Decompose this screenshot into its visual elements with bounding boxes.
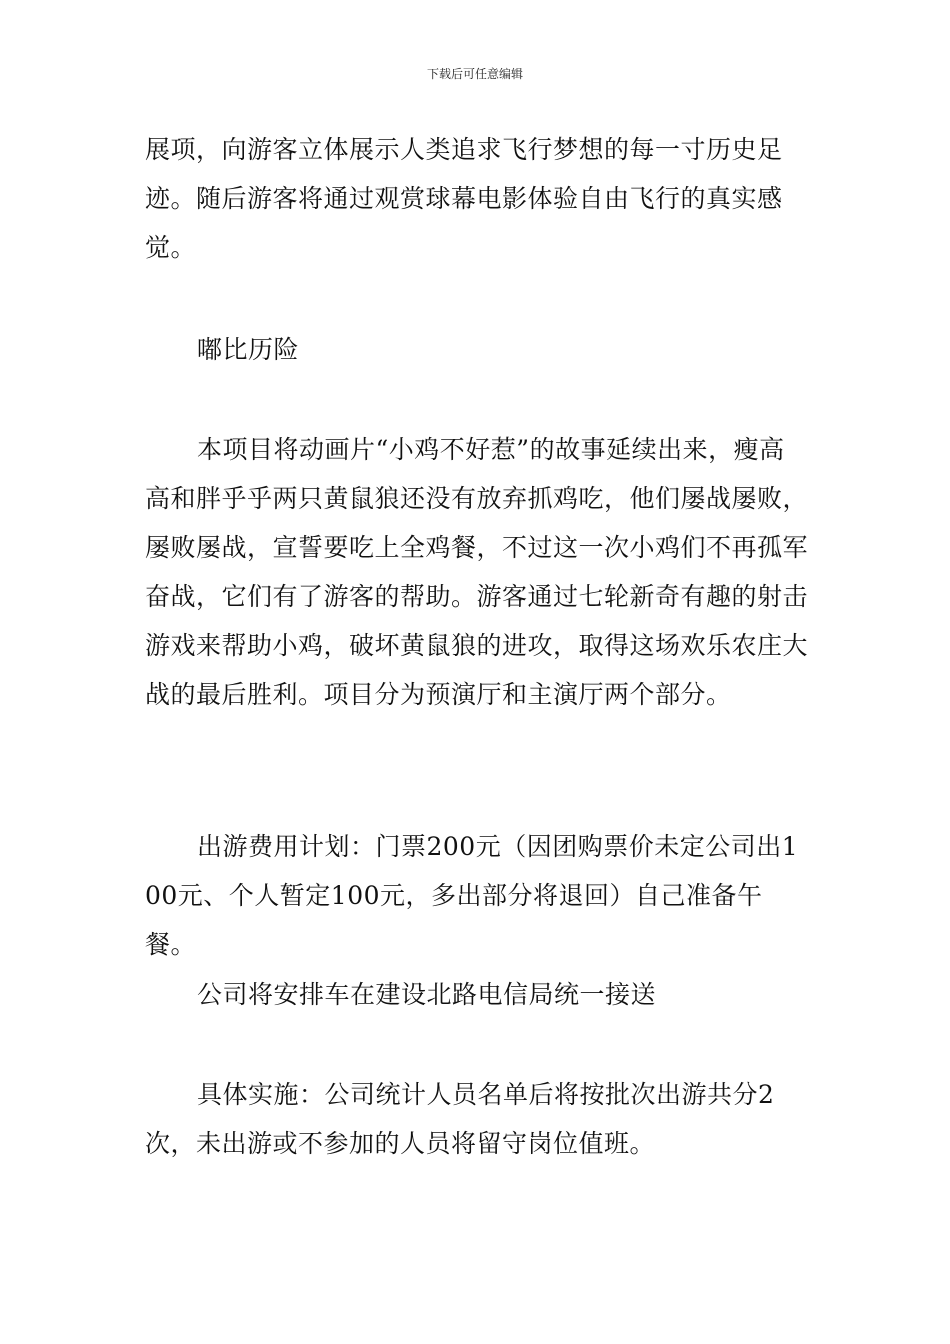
paragraph-text: 展项，向游客立体展示人类追求飞行梦想的每一寸历史足迹。随后游客将通过观赏球幕电影体验自由飞行的真实感觉。 bbox=[145, 135, 783, 262]
paragraph-transport bbox=[145, 970, 810, 1019]
paragraph-text: 公司将安排车在建设北路电信局统一接送 bbox=[197, 980, 657, 1009]
paragraph-project-description bbox=[145, 425, 810, 719]
paragraph-text: 本项目将动画片“小鸡不好惹”的故事延续出来，瘦高高和胖乎乎两只黄鼠狼还没有放弃抓鸡吃，他们屡战屡败，屡败屡战，宣誓要吃上全鸡餐，不过这一次小鸡们不再孤军奋战，它们有了游客的帮助。游客通过七轮新奇有趣的射击游戏来帮助小鸡，破坏黄鼠狼的进攻，取得这场欢乐农庄大战的最后胜利。项目分为预演厅和主演厅两个部分。 bbox=[145, 435, 809, 709]
section-title: 嘟比历险 bbox=[197, 335, 300, 364]
header-note: 下载后可任意编辑 bbox=[426, 67, 523, 81]
paragraph-text: 具体实施：公司统计人员名单后将按批次出游共分2次，未出游或不参加的人员将留守岗位值班。 bbox=[145, 1080, 775, 1158]
section-heading bbox=[145, 325, 810, 374]
paragraph-exhibit-continuation bbox=[145, 125, 810, 272]
paragraph-implementation bbox=[145, 1070, 810, 1168]
paragraph-cost-plan bbox=[145, 822, 810, 969]
paragraph-text: 出游费用计划：门票200元（因团购票价未定公司出100元、个人暂定100元，多出部分将退回）自己准备午餐。 bbox=[145, 832, 799, 959]
